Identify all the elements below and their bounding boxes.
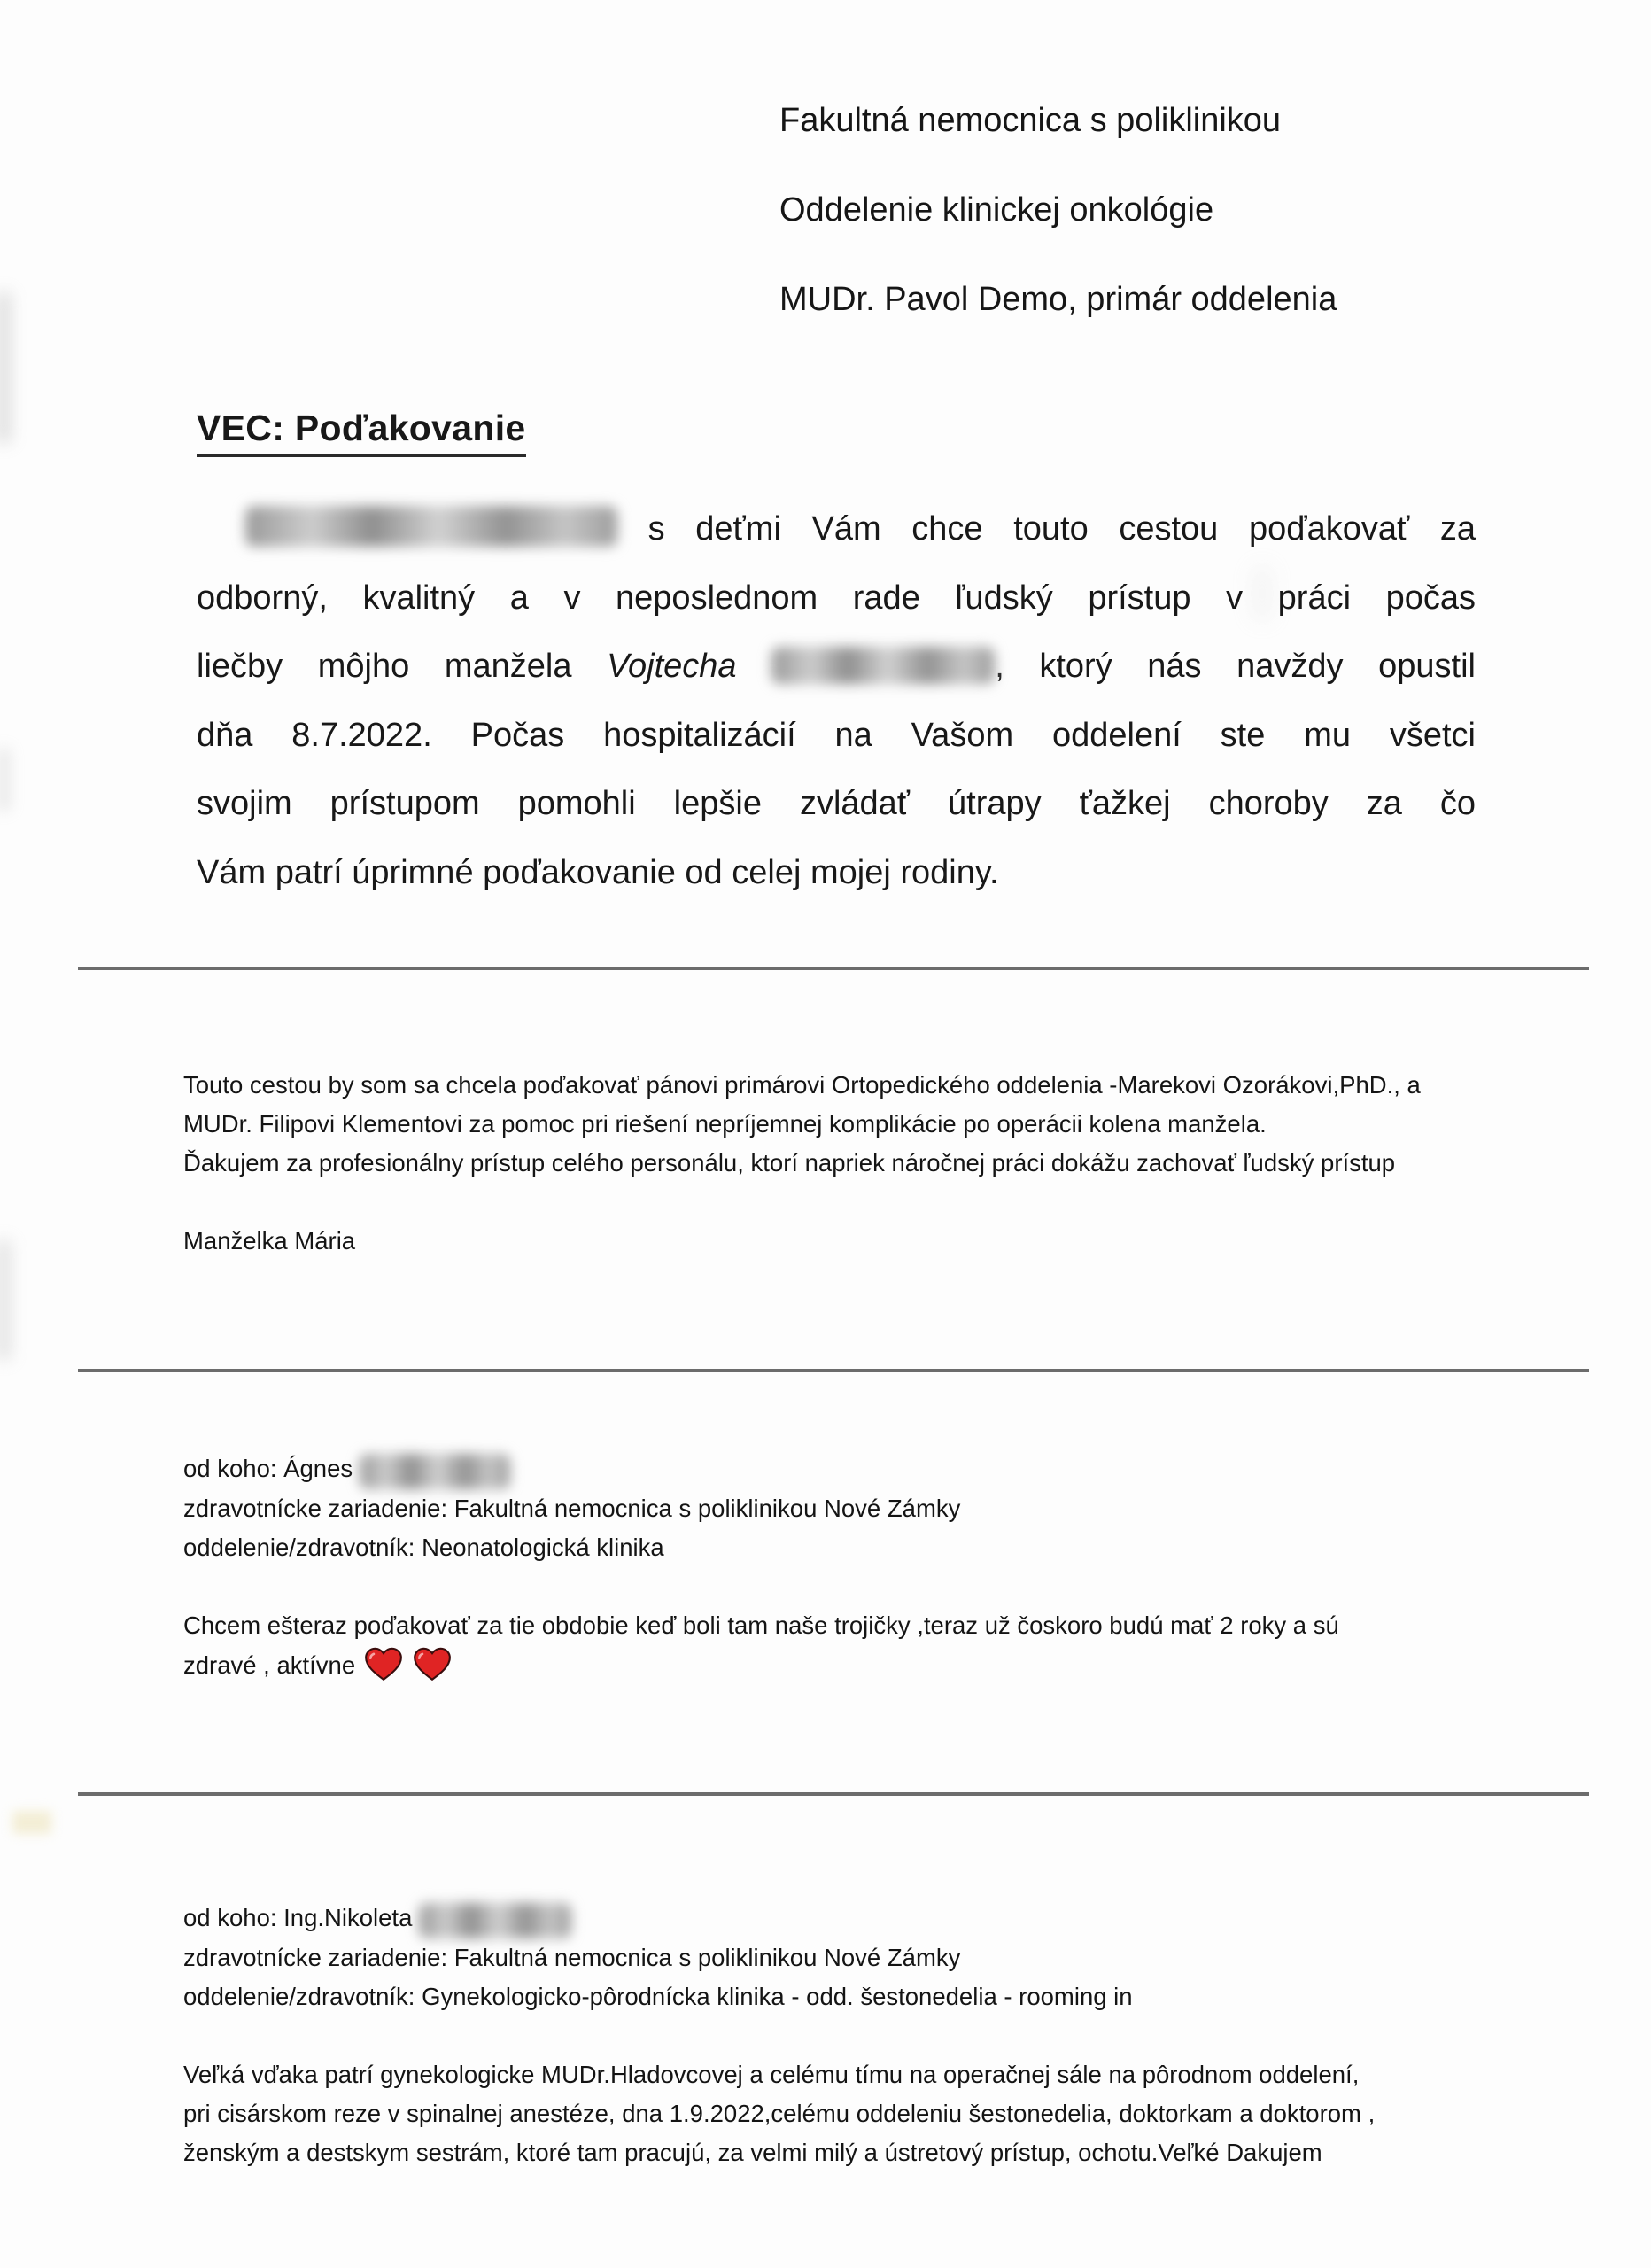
- from-line: [183, 1449, 1339, 1489]
- letter-text: s deťmi Vám chce touto cestou poďakovať za: [647, 510, 1476, 548]
- redacted-surname: [419, 1903, 571, 1938]
- facility-line: zdravotnícke zariadenie: Fakultná nemocnica s poliklinikou Nové Zámky: [183, 1944, 961, 1971]
- letter-text: zdravé , aktívne: [183, 1651, 356, 1679]
- letter-text: Veľká vďaka patrí gynekologicke MUDr.Hladovcovej a celému tímu na operačnej sále na pôrodnom oddelení,: [183, 2061, 1360, 2088]
- letter-text: Touto cestou by som sa chcela poďakovať pánovi primárovi Ortopedického oddelenia -Marekovi Ozorákovi,PhD., a: [183, 1071, 1421, 1099]
- main-letter-paragraph: [197, 495, 1476, 907]
- hospital-name: Fakultná nemocnica s poliklinikou: [779, 102, 1282, 139]
- husband-first-name: Vojtecha: [607, 648, 737, 685]
- department-line: oddelenie/zdravotník: Neonatologická klinika: [183, 1534, 664, 1561]
- letter-header: [779, 76, 1337, 345]
- heart-icon: [412, 1645, 453, 1682]
- letter-text: Ďakujem za profesionálny prístup celého personálu, ktorí napriek náročnej práci dokážu zachovať ľudský prístup: [183, 1149, 1396, 1177]
- department-name: Oddelenie klinickej onkológie: [779, 191, 1214, 229]
- letter-text: , ktorý nás navždy opustil: [995, 648, 1476, 685]
- letter-line: [197, 770, 1476, 839]
- redacted-surname: [360, 1454, 510, 1489]
- department-line: oddelenie/zdravotník: Gynekologicko-pôrodnícka klinika - odd. šestonedelia - rooming in: [183, 1983, 1133, 2010]
- from-text: od koho: Ing.Nikoleta: [183, 1904, 413, 1931]
- scan-smudge: [12, 1811, 51, 1834]
- letter-text: Chcem ešteraz poďakovať za tie obdobie keď boli tam naše trojičky ,teraz už čoskoro budú mať 2 roky a sú: [183, 1612, 1339, 1639]
- section-divider: [78, 967, 1589, 970]
- section-divider: [78, 1792, 1589, 1796]
- letter-text: odborný, kvalitný a v neposlednom rade ľudský prístup v práci počas: [197, 579, 1476, 617]
- letter-text: MUDr. Filipovi Klementovi za pomoc pri riešení nepríjemnej komplikácie po operácii kolena manžela.: [183, 1110, 1267, 1138]
- redacted-sender-name: [245, 506, 617, 547]
- letter-line: [197, 702, 1476, 771]
- scan-smudge: [0, 749, 10, 811]
- subject-line: VEC: Poďakovanie: [197, 408, 526, 457]
- facility-line: zdravotnícke zariadenie: Fakultná nemocnica s poliklinikou Nové Zámky: [183, 1495, 961, 1522]
- from-text: od koho: Ágnes: [183, 1455, 353, 1482]
- from-line: [183, 1899, 1375, 1938]
- scan-smudge: [0, 292, 11, 443]
- signature: Manželka Mária: [183, 1227, 356, 1254]
- thanks-section-neonatology: [183, 1449, 1339, 1685]
- letter-line: [197, 633, 1476, 702]
- letter-text: pri cisárskom reze v spinalnej anestéze, dna 1.9.2022,celému oddeleniu šestonedelia, doktorkam a doktorom ,: [183, 2100, 1376, 2127]
- letter-line: [197, 839, 1476, 908]
- section-divider: [78, 1369, 1589, 1372]
- doctor-name: MUDr. Pavol Demo, primár oddelenia: [779, 281, 1337, 318]
- letter-text: svojim prístupom pomohli lepšie zvládať útrapy ťažkej choroby za čo: [197, 785, 1476, 822]
- letter-line: [197, 564, 1476, 633]
- letter-text: Vám patrí úprimné poďakovanie od celej mojej rodiny.: [197, 853, 999, 891]
- letter-text: dňa 8.7.2022. Počas hospitalizácií na Vašom oddelení ste mu všetci: [197, 716, 1476, 754]
- heart-icon: [363, 1645, 404, 1682]
- redacted-surname: [771, 647, 995, 684]
- message-last-line: [183, 1645, 1339, 1685]
- letter-line: [197, 495, 1476, 564]
- letter-text: liečby môjho manžela: [197, 648, 572, 685]
- scan-smudge: [0, 1240, 11, 1360]
- thanks-section-gynecology: [183, 1899, 1375, 2172]
- letter-text: ženským a destskym sestrám, ktoré tam pracujú, za velmi milý a ústretový prístup, ochotu.Veľké Dakujem: [183, 2139, 1322, 2166]
- thanks-section-orthopedics: [183, 1066, 1421, 1261]
